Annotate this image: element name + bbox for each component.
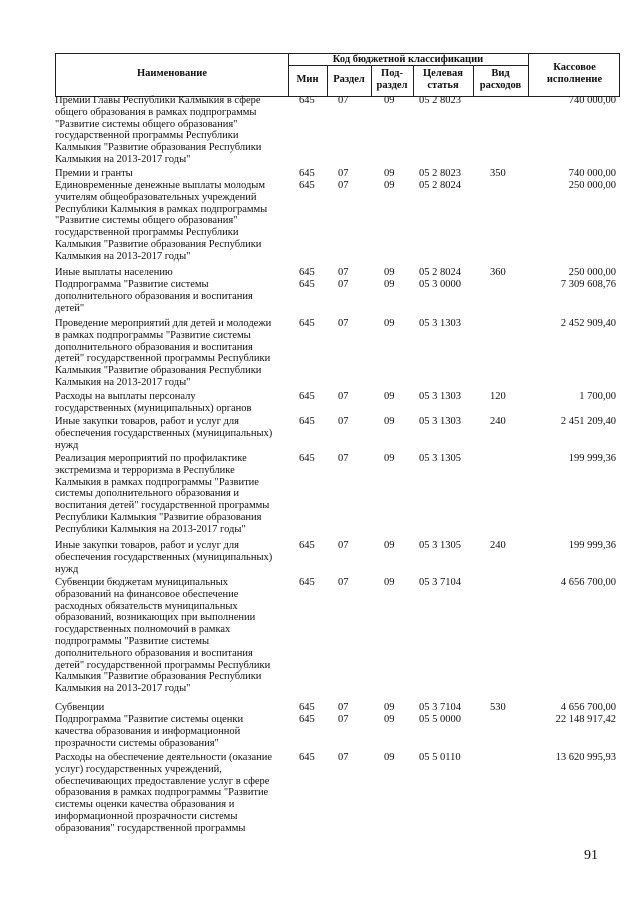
row-min: 645	[299, 702, 315, 713]
row-section: 07	[338, 577, 349, 588]
row-amount: 22 148 917,42	[555, 714, 616, 725]
row-type: 120	[490, 391, 506, 402]
row-min: 645	[299, 267, 315, 278]
row-target: 05 3 1303	[419, 391, 461, 402]
row-section: 07	[338, 453, 349, 464]
header-min: Мин	[296, 74, 319, 85]
header-target: Целевая статья	[423, 68, 463, 91]
row-amount: 199 999,36	[568, 453, 616, 464]
row-subsection: 09	[384, 540, 395, 551]
row-amount: 4 656 700,00	[560, 577, 616, 588]
row-target: 05 3 1303	[419, 318, 461, 329]
row-name: Проведение мероприятий для детей и молодежи в рамках подпрограммы "Развитие системы дополнительного образования и воспитания детей" государственной программы Республики Калмыкия "Развитие образования Республики Калмыкия на 2013-2017 годы"	[55, 318, 272, 388]
row-amount: 4 656 700,00	[560, 702, 616, 713]
row-target: 05 3 7104	[419, 577, 461, 588]
row-target: 05 5 0000	[419, 714, 461, 725]
row-min: 645	[299, 577, 315, 588]
row-amount: 7 309 608,76	[560, 279, 616, 290]
row-section: 07	[338, 180, 349, 191]
row-section: 07	[338, 279, 349, 290]
row-target: 05 3 1303	[419, 416, 461, 427]
row-min: 645	[299, 95, 315, 106]
row-name: Реализация мероприятий по профилактике экстремизма и терроризма в Республике Калмыкия в рамках подпрограммы "Развитие системы дополнительного образования и воспитания детей" государственной программы Республики Калмыкия "Развитие образования Республики Калмыкия на 2013-2017 годы"	[55, 453, 270, 535]
row-subsection: 09	[384, 714, 395, 725]
row-name: Премии Главы Республики Калмыкия в сфере общего образования в рамках подпрограммы "Развитие системы общего образования" государственной программы Республики Калмыкия "Развитие образования Республики Калмыкия на 2013-2017 годы"	[55, 95, 262, 165]
row-target: 05 2 8024	[419, 267, 461, 278]
page-number: 91	[584, 848, 598, 863]
row-subsection: 09	[384, 95, 395, 106]
row-min: 645	[299, 540, 315, 551]
row-subsection: 09	[384, 279, 395, 290]
row-min: 645	[299, 279, 315, 290]
header-code-group: Код бюджетной классификации	[332, 54, 484, 65]
header-exec: Кассовое исполнение	[546, 62, 603, 85]
row-section: 07	[338, 95, 349, 106]
row-type: 240	[490, 416, 506, 427]
row-min: 645	[299, 714, 315, 725]
row-target: 05 2 8023	[419, 95, 461, 106]
row-min: 645	[299, 391, 315, 402]
row-amount: 2 452 909,40	[560, 318, 616, 329]
row-min: 645	[299, 168, 315, 179]
row-subsection: 09	[384, 416, 395, 427]
row-target: 05 3 1305	[419, 453, 461, 464]
row-target: 05 3 0000	[419, 279, 461, 290]
row-min: 645	[299, 318, 315, 329]
table-header	[55, 53, 620, 97]
row-name: Подпрограмма "Развитие системы оценки качества образования и информационной прозрачности системы образования"	[55, 714, 244, 749]
row-amount: 13 620 995,93	[555, 752, 616, 763]
row-section: 07	[338, 267, 349, 278]
row-min: 645	[299, 752, 315, 763]
row-min: 645	[299, 416, 315, 427]
row-target: 05 3 1305	[419, 540, 461, 551]
row-section: 07	[338, 540, 349, 551]
row-amount: 250 000,00	[568, 267, 616, 278]
row-type: 350	[490, 168, 506, 179]
row-target: 05 2 8023	[419, 168, 461, 179]
row-min: 645	[299, 453, 315, 464]
row-type: 530	[490, 702, 506, 713]
row-name: Расходы на обеспечение деятельности (оказание услуг) государственных учреждений, обеспечивающих предоставление услуг в сфере образования в рамках подпрограммы "Развитие системы оценки качества образования и информационной прозрачности системы образования" государственной программы	[55, 752, 273, 834]
row-amount: 199 999,36	[568, 540, 616, 551]
row-subsection: 09	[384, 318, 395, 329]
row-type: 240	[490, 540, 506, 551]
row-name: Расходы на выплаты персоналу государственных (муниципальных) органов	[55, 391, 252, 414]
row-section: 07	[338, 752, 349, 763]
row-subsection: 09	[384, 168, 395, 179]
row-subsection: 09	[384, 453, 395, 464]
row-name: Иные выплаты населению	[55, 267, 173, 278]
row-section: 07	[338, 391, 349, 402]
row-amount: 740 000,00	[568, 168, 616, 179]
row-name: Субвенции бюджетам муниципальных образований на финансовое обеспечение расходных обязательств муниципальных образований, возникающих при выполнении государственных полномочий в рамках подпрограммы "Развитие системы дополнительного образования и воспитания детей" государственной программы Республики Калмыкия "Развитие образования Республики Калмыкия на 2013-2017 годы"	[55, 577, 271, 695]
row-name: Субвенции	[55, 702, 105, 713]
row-amount: 740 000,00	[568, 95, 616, 106]
row-name: Подпрограмма "Развитие системы дополнительного образования и воспитания детей"	[55, 279, 253, 314]
row-target: 05 2 8024	[419, 180, 461, 191]
row-amount: 1 700,00	[579, 391, 616, 402]
header-type: Вид расходов	[479, 68, 522, 91]
row-min: 645	[299, 180, 315, 191]
row-amount: 2 451 209,40	[560, 416, 616, 427]
row-name: Иные закупки товаров, работ и услуг для обеспечения государственных (муниципальных) нужд	[55, 416, 273, 451]
row-subsection: 09	[384, 391, 395, 402]
row-subsection: 09	[384, 577, 395, 588]
header-subsection: Под- раздел	[376, 68, 408, 91]
row-name: Иные закупки товаров, работ и услуг для обеспечения государственных (муниципальных) нужд	[55, 540, 273, 575]
header-name: Наименование	[137, 68, 207, 79]
row-subsection: 09	[384, 180, 395, 191]
row-type: 360	[490, 267, 506, 278]
row-name: Единовременные денежные выплаты молодым учителям общеобразовательных учреждений Республики Калмыкия в рамках подпрограммы "Развитие системы общего образования" государственной программы Республики Калмыкия "Развитие образования Республики Калмыкия на 2013-2017 годы"	[55, 180, 268, 262]
row-subsection: 09	[384, 267, 395, 278]
row-subsection: 09	[384, 752, 395, 763]
row-target: 05 3 7104	[419, 702, 461, 713]
row-subsection: 09	[384, 702, 395, 713]
row-name: Премии и гранты	[55, 168, 133, 179]
row-target: 05 5 0110	[419, 752, 461, 763]
row-amount: 250 000,00	[568, 180, 616, 191]
row-section: 07	[338, 416, 349, 427]
row-section: 07	[338, 168, 349, 179]
row-section: 07	[338, 318, 349, 329]
header-section: Раздел	[333, 74, 365, 85]
row-section: 07	[338, 714, 349, 725]
row-section: 07	[338, 702, 349, 713]
